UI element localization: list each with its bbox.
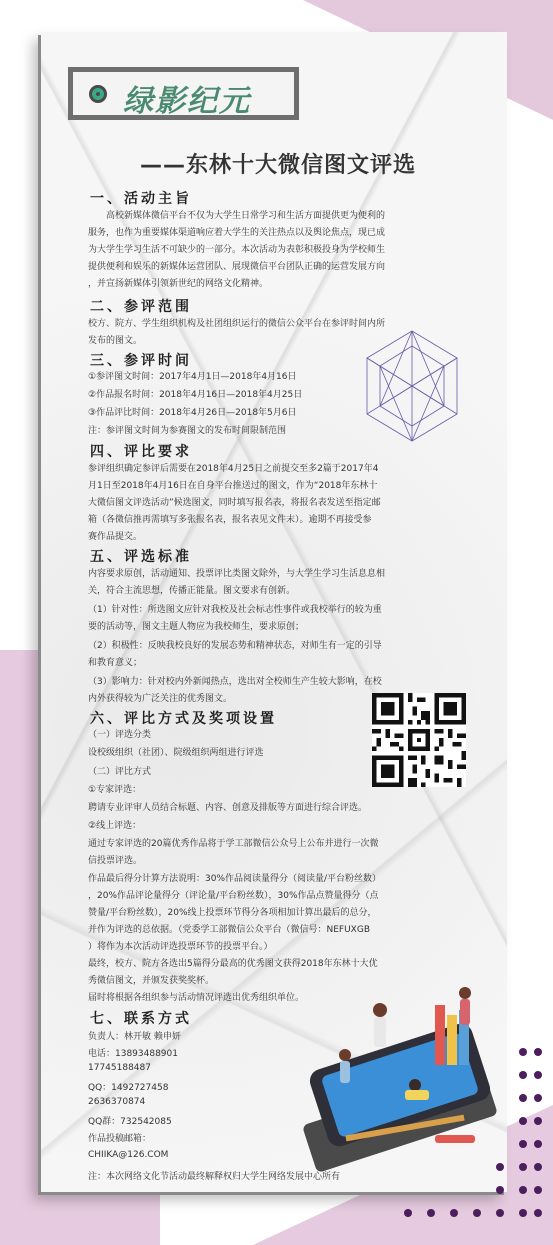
section-line: 高校新媒体微信平台不仅为大学生日常学习和生活方面提供更为便利的 bbox=[88, 211, 386, 221]
section-line: ）将作为本次活动评选投票环节的投票平台。） bbox=[88, 942, 273, 952]
section-line: 设校级组织（社团）、院级组织两组进行评选 bbox=[88, 748, 264, 758]
section-line: （3）影响力：针对校内外新闻热点，选出对全校师生产生较大影响，在校 bbox=[88, 677, 382, 687]
section-line: 内外获得较为广泛关注的优秀图文。 bbox=[88, 694, 233, 704]
section-line: （二）评比方式 bbox=[88, 767, 152, 777]
section-heading-method: 六、评比方式及奖项设置 bbox=[90, 711, 277, 727]
section-line: ③作品评比时间：2018年4月26日—2018年5月6日 bbox=[88, 408, 297, 418]
section-line: 关，符合主流思想，传播正能量。图文要求有创新。 bbox=[88, 586, 296, 596]
section-line: ①参评图文时间：2017年4月1日—2018年4月16日 bbox=[88, 372, 297, 382]
section-line: 内容要求原创，活动通知、投票评比类图文除外，与大学生学习生活息息相 bbox=[88, 569, 386, 579]
contact-email: CHIIKA@126.COM bbox=[88, 1150, 169, 1160]
section-heading-time: 三、参评时间 bbox=[90, 353, 192, 369]
section-line: 校方、院方、学生组织机构及社团组织运行的微信公众平台在参评时间内所 bbox=[88, 319, 386, 329]
contact-qq: QQ：1492727458 bbox=[88, 1083, 169, 1093]
footnote: 注：本次网络文化节活动最终解释权归大学生网络发展中心所有 bbox=[88, 1172, 341, 1182]
section-line: 最终，校方、院方各选出5篇得分最高的优秀图文获得2018年东林十大优 bbox=[88, 959, 378, 969]
section-heading-contact: 七、联系方式 bbox=[90, 1011, 192, 1027]
section-line: 要的活动等，图文主题人物应为我校师生，要求原创； bbox=[88, 622, 305, 632]
section-line: ，并宣扬新媒体引领新世纪的网络文化精神。 bbox=[88, 279, 269, 289]
title-box bbox=[68, 67, 299, 120]
section-line: 赞量/平台粉丝数），20%线上投票环节得分各项相加计算出最后的总分， bbox=[88, 908, 377, 918]
section-line: （一）评选分类 bbox=[88, 730, 152, 740]
section-heading-criteria: 五、评选标准 bbox=[90, 549, 192, 565]
section-line: 届时将根据各组织参与活动情况评选出优秀组织单位。 bbox=[88, 993, 305, 1003]
section-line: 参评组织确定参评后需要在2018年4月25日之前提交至多2篇于2017年4 bbox=[88, 464, 379, 474]
dot-grid-decoration bbox=[403, 1047, 543, 1227]
contact-phone-2: 17745188487 bbox=[88, 1063, 151, 1073]
section-line: （2）积极性：反映我校良好的发展态势和精神状态，对师生有一定的引导 bbox=[88, 641, 382, 651]
section-line: 通过专家评选的20篇优秀作品将于学工部微信公众号上公布并进行一次微 bbox=[88, 839, 379, 849]
section-line: 秀微信图文，并颁发获奖奖杯。 bbox=[88, 976, 215, 986]
section-line: ②作品报名时间：2018年4月16日—2018年4月25日 bbox=[88, 390, 303, 400]
section-line: 为大学生学习生活不可缺少的一部分。本次活动为表彰积极投身为学校师生 bbox=[88, 245, 386, 255]
contact-phone: 电话：13893488901 bbox=[88, 1049, 178, 1059]
qr-code-icon bbox=[372, 693, 466, 787]
page-subtitle: ——东林十大微信图文评选 bbox=[140, 153, 417, 178]
section-line: ①专家评选： bbox=[88, 785, 142, 795]
section-line: 月1日至2018年4月16日在自身平台推送过的图文，作为“2018年东林十 bbox=[88, 481, 378, 491]
section-line: 提供便利和娱乐的新媒体运营团队、展现微信平台团队正确的运营发展方向 bbox=[88, 262, 386, 272]
section-line: 信投票评选。 bbox=[88, 856, 143, 866]
section-line: 并作为评选的总依据。（党委学工部微信公众平台（微信号：NEFUXGB bbox=[88, 925, 370, 935]
section-line: 作品最后得分计算方法说明：30%作品阅读量得分（阅读量/平台粉丝数） bbox=[88, 874, 382, 884]
contact-qq-2: 2636370874 bbox=[88, 1097, 146, 1107]
section-line: 大微信图文评选活动”候选图文，同时填写报名表，将报名表发送至指定邮 bbox=[88, 498, 381, 508]
section-heading-purpose: 一、活动主旨 bbox=[90, 191, 192, 207]
contact-qq-group: QQ群：732542085 bbox=[88, 1117, 172, 1127]
contact-email-label: 作品投稿邮箱： bbox=[88, 1134, 152, 1144]
section-line: 注：参评图文时间为参赛图文的发布时间限制范围 bbox=[88, 426, 287, 436]
section-line: 和教育意义； bbox=[88, 658, 143, 668]
section-line: 发布的图文。 bbox=[88, 336, 143, 346]
section-line: 服务，也作为重要媒体渠道响应着大学生的关注热点以及舆论焦点，现已成 bbox=[88, 228, 386, 238]
section-line: 聘请专业评审人员结合标题、内容、创意及排版等方面进行综合评选。 bbox=[88, 803, 368, 813]
section-line: 箱（各微信推再需填写多张报名表，报名表见文件末）。逾期不再接受参 bbox=[88, 515, 372, 525]
section-heading-requirements: 四、评比要求 bbox=[90, 444, 192, 460]
contact-person: 负责人：林开敏 赖申妍 bbox=[88, 1032, 181, 1042]
section-line: ②线上评选： bbox=[88, 821, 142, 831]
page-title: 绿影纪元 bbox=[123, 84, 251, 119]
geometric-decoration bbox=[362, 326, 462, 446]
section-heading-scope: 二、参评范围 bbox=[90, 299, 192, 315]
section-line: ，20%作品评论量得分（评论量/平台粉丝数），30%作品点赞量得分（点 bbox=[88, 891, 379, 901]
section-line: 赛作品提交。 bbox=[88, 532, 143, 542]
section-line: （1）针对性：所选图文应针对我校及社会标志性事件或我校举行的较为重 bbox=[88, 605, 382, 615]
target-icon bbox=[89, 85, 107, 103]
